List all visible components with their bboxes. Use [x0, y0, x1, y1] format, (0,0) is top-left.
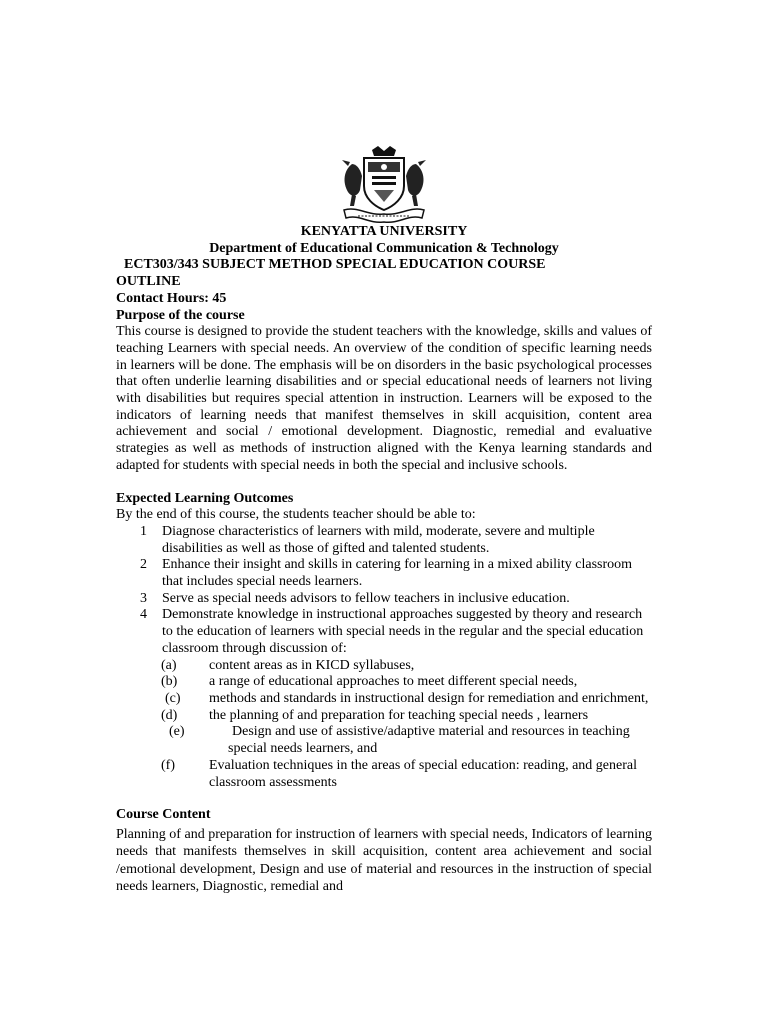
subitem-letter: (e)	[169, 724, 185, 740]
kenyatta-university-crest-icon	[338, 146, 430, 226]
course-content-paragraph: Planning of and preparation for instruction of learners with special needs, Indicators of learning needs that manifests themselves in skill acquisition, content area achievement and social /emotional development, Design and use of material and resources in the instruction of special needs learners, Diagnostic, remedial and	[116, 826, 652, 895]
subitem-letter: (c)	[165, 690, 181, 706]
subitem-letter: (f)	[161, 757, 175, 773]
outcome-subitem	[116, 708, 652, 725]
course-title-line2: OUTLINE	[116, 274, 181, 290]
university-name: KENYATTA UNIVERSITY	[300, 224, 468, 239]
outcome-number: 4	[140, 607, 147, 623]
outcomes-heading: Expected Learning Outcomes	[116, 490, 294, 506]
outcome-item	[116, 524, 652, 557]
department-name: Department of Educational Communication & Technology	[209, 240, 559, 256]
outcome-subitem	[116, 658, 652, 675]
outcome-subitem	[116, 724, 652, 757]
document-body	[116, 224, 652, 896]
course-title-line1: ECT303/343 SUBJECT METHOD SPECIAL EDUCATION COURSE	[124, 257, 546, 273]
outcome-item	[116, 607, 652, 657]
outcome-number: 2	[140, 557, 147, 573]
outcomes-intro: By the end of this course, the students teacher should be able to:	[116, 507, 476, 523]
subitem-letter: (a)	[161, 657, 177, 673]
outcome-number: 1	[140, 523, 147, 539]
subitem-text: methods and standards in instructional design for remediation and enrichment,	[209, 690, 649, 706]
purpose-paragraph: This course is designed to provide the student teachers with the knowledge, skills and values of teaching Learners with special needs. An overview of the condition of specific learning needs in learners will be done. The emphasis will be on disorders in the basic psychological processes that often underlie learning disabilities and or special educational needs of learners not living with disabilities but requires special attention in instruction. Learners will be exposed to the indicators of learning needs that manifest themselves in skill acquisition, content area achievement and social / emotional development. Diagnostic, remedial and evaluative strategies as well as methods of instruction aligned with the Kenya learning standards and adapted for students with special needs in both the special and inclusive schools.	[116, 324, 652, 473]
course-content-heading: Course Content	[116, 807, 211, 823]
subitem-text: Design and use of assistive/adaptive material and resources in teaching special needs learners, and	[228, 724, 630, 757]
outcome-text: Enhance their insight and skills in catering for learning in a mixed ability classroom that includes special needs learners.	[162, 557, 633, 590]
purpose-heading: Purpose of the course	[116, 307, 245, 323]
contact-hours: Contact Hours: 45	[116, 290, 227, 306]
outcome-item	[116, 557, 652, 590]
outcome-subitem	[116, 691, 652, 708]
outcome-subitem	[116, 758, 652, 791]
outcome-text: Serve as special needs advisors to fellow teachers in inclusive education.	[162, 590, 570, 606]
outcome-text: Demonstrate knowledge in instructional approaches suggested by theory and research to the education of learners with special needs in the regular and the special education classroom through discussion of:	[162, 607, 644, 656]
subitem-text: the planning of and preparation for teaching special needs , learners	[209, 707, 589, 723]
subitem-text: a range of educational approaches to meet different special needs,	[209, 674, 578, 690]
subitem-letter: (b)	[161, 674, 178, 690]
subitem-letter: (d)	[161, 707, 178, 723]
outcome-item	[116, 591, 652, 608]
outcome-subitem	[116, 674, 652, 691]
outcome-text: Diagnose characteristics of learners with mild, moderate, severe and multiple disabilities as well as those of gifted and talented students.	[162, 523, 595, 556]
subitem-text: content areas as in KICD syllabuses,	[209, 657, 415, 673]
subitem-text: Evaluation techniques in the areas of special education: reading, and general classroom assessments	[209, 757, 637, 790]
outcome-number: 3	[140, 590, 147, 606]
